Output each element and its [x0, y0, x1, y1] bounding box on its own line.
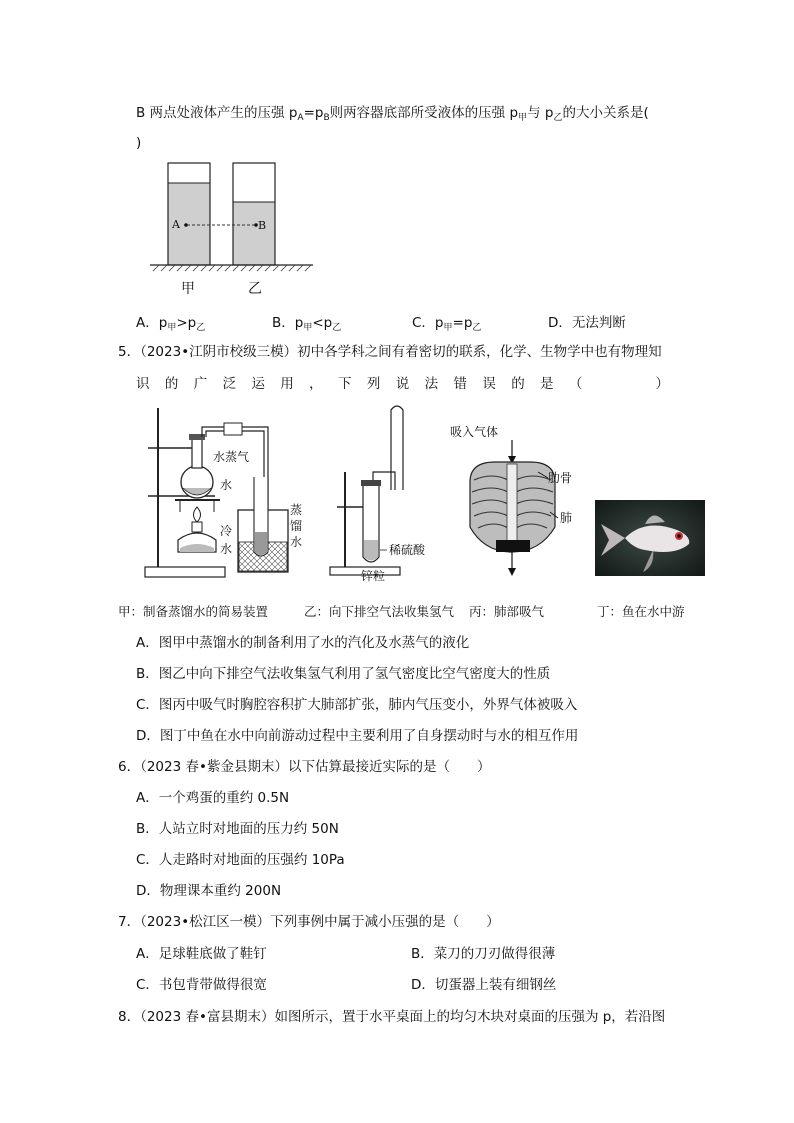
q5-fig-jia-distillation [140, 402, 315, 582]
svg-text:吸入气体: 吸入气体 [450, 425, 499, 439]
q5-caption-yi: 乙：向下排空气法收集氢气 [304, 604, 455, 619]
q7-option-b[interactable]: B．菜刀的刀刃做得很薄 [411, 946, 556, 962]
svg-text:肋骨: 肋骨 [548, 471, 573, 485]
point-b-label: B [258, 219, 267, 232]
q4-stem-line2: ) [136, 135, 142, 151]
svg-text:蒸: 蒸 [290, 503, 303, 517]
q5-fig-bing-lungs [450, 402, 590, 582]
q5-caption-ding: 丁：鱼在水中游 [597, 604, 685, 619]
q4-option-d[interactable]: D．无法判断 [548, 315, 626, 331]
q5-fig-ding-fish-photo [595, 500, 705, 576]
q6-stem: 6．（2023 春•紫金县期末）以下估算最接近实际的是（ ） [118, 759, 491, 775]
q6-option-b[interactable]: B．人站立时对地面的压力约 50N [136, 821, 339, 837]
q6-option-d[interactable]: D．物理课本重约 200N [136, 883, 282, 899]
q4-option-b[interactable]: B．$p_甲<p_乙$ [272, 315, 342, 333]
svg-text:馏: 馏 [290, 519, 303, 533]
svg-text:肺: 肺 [560, 511, 573, 525]
q7-stem: 7．（2023•松江区一模）下列事例中属于减小压强的是（ ） [118, 914, 500, 930]
q5-caption-jia: 甲：制备蒸馏水的简易装置 [118, 604, 269, 619]
label-yi: 乙 [248, 281, 262, 295]
svg-text:水: 水 [220, 478, 233, 492]
q5-option-b[interactable]: B．图乙中向下排空气法收集氢气利用了氢气密度比空气密度大的性质 [136, 666, 551, 682]
svg-text:稀硫酸: 稀硫酸 [389, 543, 426, 557]
q8-stem: 8．（2023 春•富县期末）如图所示，置于水平桌面上的均匀木块对桌面的压强为 p，若沿图 [118, 1009, 666, 1025]
q7-option-d[interactable]: D．切蛋器上装有细钢丝 [411, 977, 557, 993]
q5-option-a[interactable]: A．图甲中蒸馏水的制备利用了水的汽化及水蒸气的液化 [136, 635, 470, 651]
container-yi-liquid [233, 202, 275, 265]
q5-option-c[interactable]: C．图丙中吸气时胸腔容积扩大肺部扩张，肺内气压变小，外界气体被吸入 [136, 697, 578, 713]
q4-stem-line1: B 两点处液体产生的压强 $p_A=p_B$则两容器底部所受液体的压强 $p_甲$与 $p_乙$的大小关系是( [136, 105, 649, 123]
svg-text:水: 水 [220, 542, 233, 556]
svg-text:冷: 冷 [220, 524, 233, 538]
svg-text:水蒸气: 水蒸气 [213, 450, 250, 464]
svg-text:锌粒: 锌粒 [361, 569, 386, 582]
q5-option-d[interactable]: D．图丁中鱼在水中向前游动过程中主要利用了自身摆动时与水的相互作用 [136, 728, 579, 744]
q5-stem-line2: 识的广泛运用，下列说法错误的是（ ） [136, 376, 669, 392]
q7-option-a[interactable]: A．足球鞋底做了鞋钉 [136, 946, 267, 962]
point-a-label: A [172, 218, 180, 231]
q4-containers-figure [145, 160, 325, 295]
q5-fig-yi-hydrogen [325, 402, 435, 582]
q6-option-a[interactable]: A．一个鸡蛋的重约 0.5N [136, 790, 290, 806]
q5-stem-line1: 5．（2023•江阴市校级三模）初中各学科之间有着密切的联系，化学、生物学中也有物理知 [118, 344, 662, 360]
svg-text:水: 水 [290, 535, 303, 549]
q7-option-c[interactable]: C．书包背带做得很宽 [136, 977, 267, 993]
q4-option-c[interactable]: C．$p_甲=p_乙$ [412, 315, 482, 333]
q6-option-c[interactable]: C．人走路时对地面的压强约 10Pa [136, 852, 345, 868]
label-jia: 甲 [181, 281, 195, 295]
q4-option-a[interactable]: A．$p_甲>p_乙$ [136, 315, 206, 333]
q5-caption-bing: 丙：肺部吸气 [469, 604, 545, 619]
